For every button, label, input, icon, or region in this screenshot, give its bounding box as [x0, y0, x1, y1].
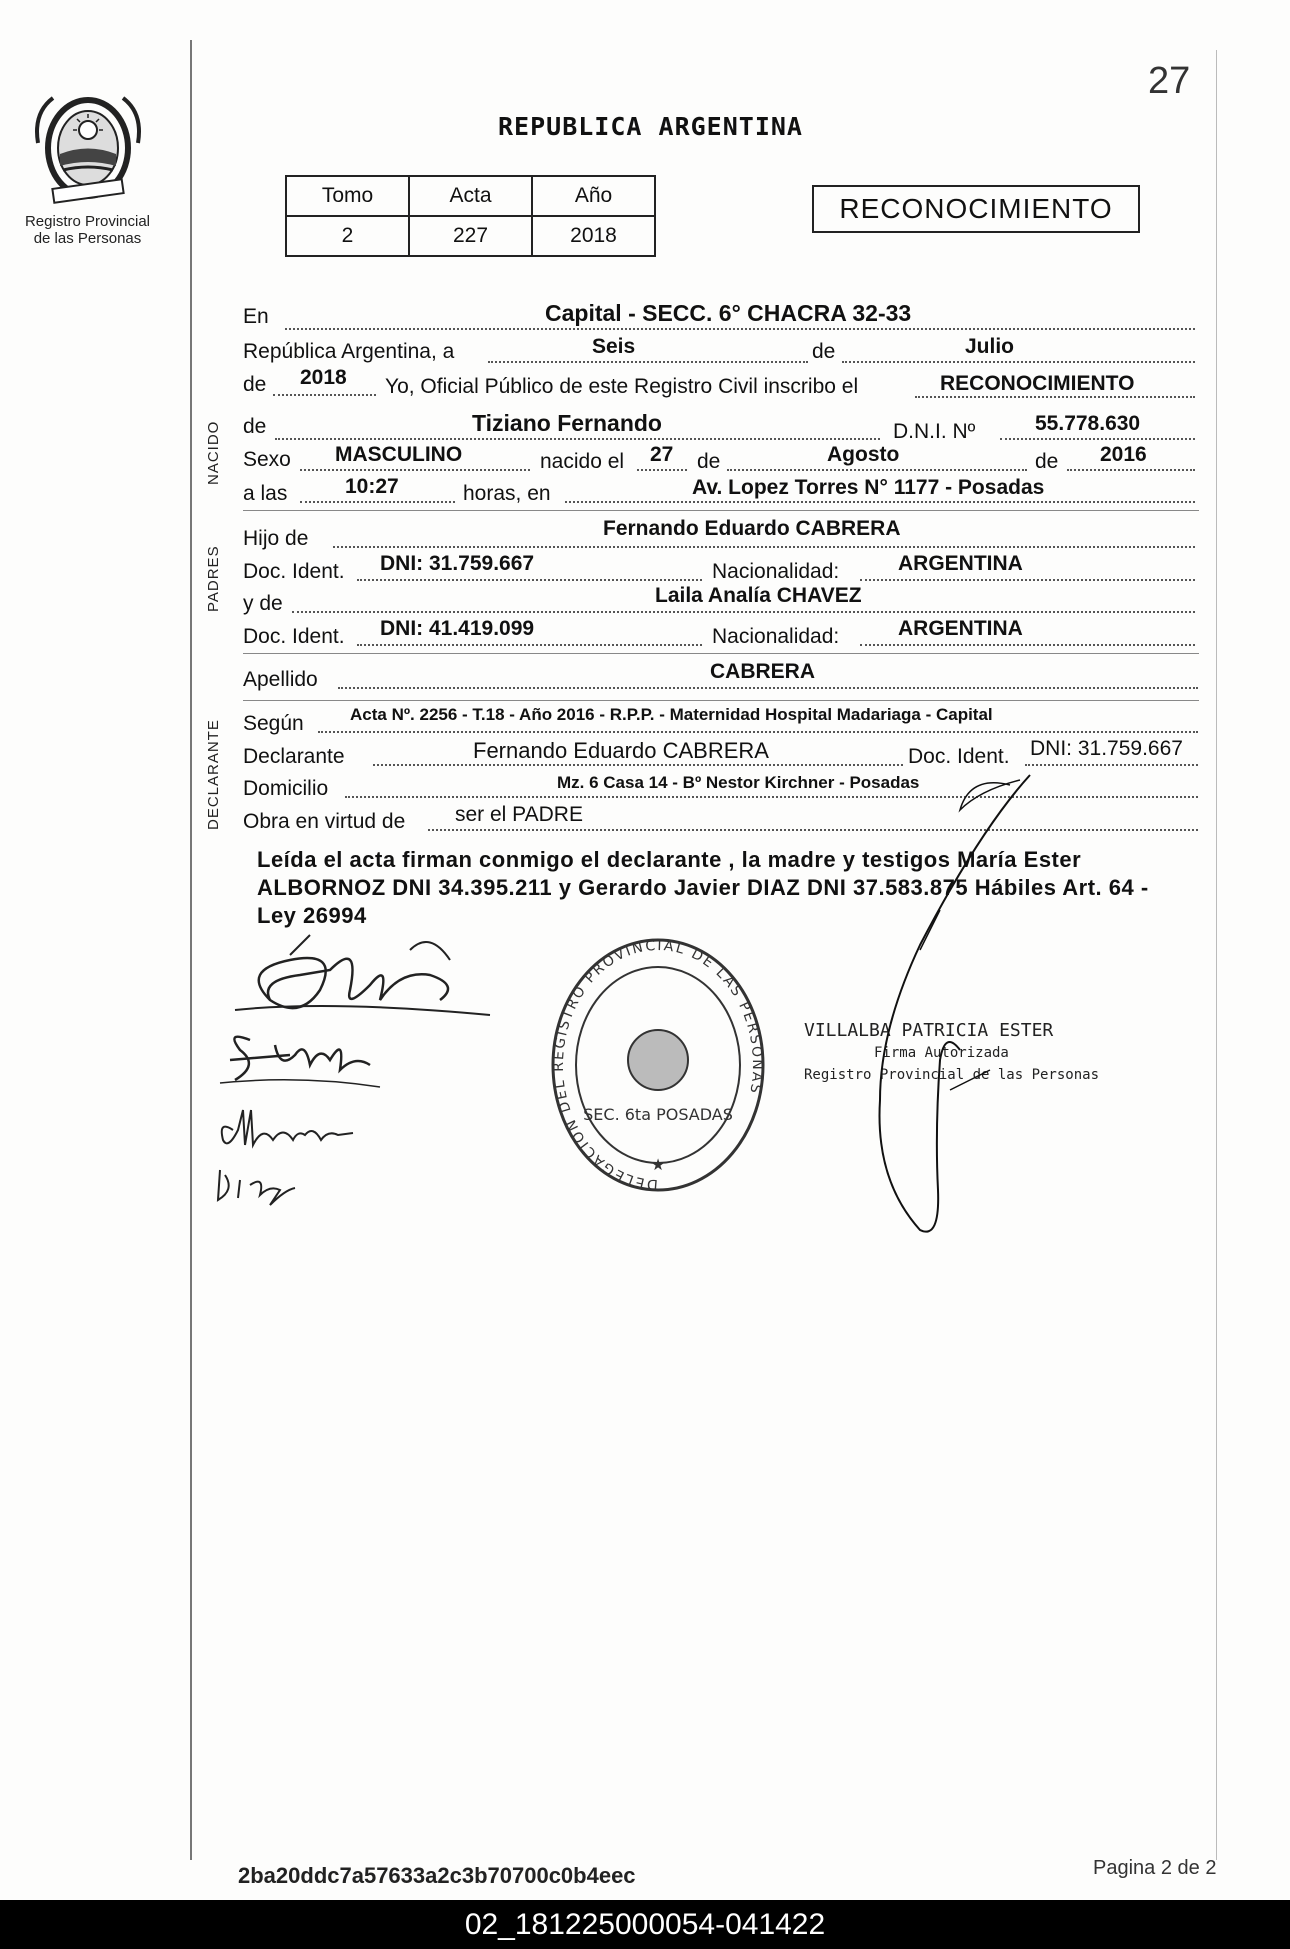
file-id-footer: 02_181225000054-041422: [0, 1900, 1290, 1949]
label-nacionalidad-padre: Nacionalidad:: [712, 560, 840, 583]
value-madre-doc: DNI: 41.419.099: [380, 617, 535, 640]
value-lugar: Capital - SECC. 6° CHACRA 32-33: [545, 300, 912, 326]
dots-lugar-nac: [565, 500, 1195, 503]
closing-statement: Leída el acta firman conmigo el declarante , la madre y testigos María Ester ALBORNOZ DNI 34.395.211 y Gerardo Javier DIAZ DNI 37.583.875 Hábiles Art. 64 - Ley 26994: [257, 847, 1149, 928]
value-lugar-nac: Av. Lopez Torres N° 1177 - Posadas: [692, 476, 1045, 499]
dots-dia: [488, 360, 808, 363]
value-nac-dia: 27: [650, 443, 674, 466]
section-divider-1: [243, 510, 1199, 511]
value-nac-mes: Agosto: [827, 443, 900, 466]
header-acta: Acta: [409, 176, 532, 216]
label-segun: Según: [243, 712, 304, 735]
label-de-anio: de: [243, 373, 267, 396]
dots-nac-anio: [1067, 468, 1195, 471]
label-de-mes: de: [812, 340, 836, 363]
value-dia: Seis: [592, 335, 636, 358]
value-declarante: Fernando Eduardo CABRERA: [473, 738, 769, 763]
value-nombre: Tiziano Fernando: [472, 410, 662, 436]
document-title: REPUBLICA ARGENTINA: [498, 112, 803, 141]
label-sexo: Sexo: [243, 448, 291, 471]
section-divider-3: [243, 700, 1199, 701]
section-divider-2: [243, 653, 1199, 654]
page-number: 27: [1148, 60, 1191, 102]
value-madre: Laila Analía CHAVEZ: [655, 584, 862, 607]
logo-caption-line1: Registro Provincial: [24, 213, 151, 230]
dots-obra: [428, 828, 1198, 831]
value-hora: 10:27: [345, 475, 399, 498]
side-label-padres: PADRES: [205, 545, 222, 612]
label-doc-ident-declarante: Doc. Ident.: [908, 745, 1010, 768]
value-tomo: 2: [286, 216, 409, 256]
value-anio: 2018: [300, 366, 347, 389]
value-segun: Acta Nº. 2256 - T.18 - Año 2016 - R.P.P. - Maternidad Hospital Madariaga - Capital: [350, 705, 993, 724]
dots-apellido: [338, 686, 1198, 689]
label-de-nombre: de: [243, 415, 267, 438]
dots-en: [285, 327, 1195, 330]
record-reference-table: [285, 175, 656, 257]
label-domicilio: Domicilio: [243, 777, 329, 800]
value-dni: 55.778.630: [1035, 412, 1141, 435]
value-obra: ser el PADRE: [455, 803, 583, 826]
dots-declarante-doc: [1025, 763, 1198, 766]
dots-padre: [333, 545, 1195, 548]
dots-madre-doc: [357, 643, 702, 646]
dots-nombre: [275, 437, 880, 440]
left-margin-line: [190, 40, 192, 1860]
value-domicilio: Mz. 6 Casa 14 - Bº Nestor Kirchner - Posadas: [557, 773, 920, 792]
label-y-de: y de: [243, 592, 283, 615]
label-doc-ident-padre: Doc. Ident.: [243, 560, 345, 583]
witness-diaz-signature: [210, 1160, 300, 1210]
dots-madre: [292, 610, 1195, 613]
header-anio: Año: [532, 176, 655, 216]
value-nac-anio: 2016: [1100, 443, 1147, 466]
record-type-box: RECONOCIMIENTO: [812, 185, 1140, 233]
value-mes: Julio: [965, 335, 1015, 358]
misiones-shield-icon: [33, 88, 143, 208]
label-en: En: [243, 305, 269, 328]
dots-nac-mes: [727, 468, 1027, 471]
official-name: VILLALBA PATRICIA ESTER: [804, 1020, 1054, 1041]
witness-albornoz-signature: [213, 1105, 363, 1155]
value-sexo: MASCULINO: [335, 443, 463, 466]
dots-anio: [273, 393, 376, 396]
dots-hora: [300, 500, 455, 503]
document-hash: 2ba20ddc7a57633a2c3b70700c0b4eec: [238, 1863, 636, 1888]
stamp-star-icon: ★: [650, 1157, 666, 1174]
label-apellido: Apellido: [243, 668, 318, 691]
mother-signature: [220, 1025, 390, 1095]
registry-stamp: [548, 935, 768, 1205]
side-label-declarante: DECLARANTE: [205, 719, 222, 830]
label-declarante: Declarante: [243, 745, 345, 768]
value-declarante-doc: DNI: 31.759.667: [1030, 737, 1183, 760]
value-padre-doc: DNI: 31.759.667: [380, 552, 535, 575]
label-doc-ident-madre: Doc. Ident.: [243, 625, 345, 648]
value-madre-nac: ARGENTINA: [898, 617, 1023, 640]
value-padre: Fernando Eduardo CABRERA: [603, 517, 901, 540]
dots-sexo: [300, 468, 530, 471]
logo-caption-line2: de las Personas: [33, 230, 142, 247]
label-nacionalidad-madre: Nacionalidad:: [712, 625, 840, 648]
value-acta: 227: [409, 216, 532, 256]
label-hijo-de: Hijo de: [243, 527, 309, 550]
official-role: Firma Autorizada: [874, 1045, 1009, 1061]
registry-logo: [20, 88, 155, 247]
side-label-nacido: NACIDO: [205, 420, 222, 485]
official-signature-stroke: [860, 770, 1060, 1240]
dots-mes: [842, 360, 1195, 363]
dots-domicilio: [345, 795, 1198, 798]
dots-nac-dia: [637, 468, 687, 471]
value-padre-nac: ARGENTINA: [898, 552, 1023, 575]
label-a-las: a las: [243, 482, 288, 505]
label-yo: Yo, Oficial Público de este Registro Civil inscribo el: [385, 375, 859, 398]
dots-padre-doc: [357, 578, 702, 581]
header-tomo: Tomo: [286, 176, 409, 216]
dots-segun: [318, 730, 1198, 733]
value-tipo: RECONOCIMIENTO: [940, 372, 1135, 395]
dots-madre-nac: [860, 643, 1195, 646]
label-obra: Obra en virtud de: [243, 810, 406, 833]
page-of-indicator: Pagina 2 de 2: [1093, 1857, 1217, 1879]
dots-dni: [1000, 437, 1195, 440]
label-nacido-el: nacido el: [540, 450, 625, 473]
label-de-nac-anio: de: [1035, 450, 1059, 473]
label-dni: D.N.I. Nº: [893, 420, 976, 443]
label-de-nac-mes: de: [697, 450, 721, 473]
value-anio: 2018: [532, 216, 655, 256]
label-republica: República Argentina, a: [243, 340, 455, 363]
official-org: Registro Provincial de las Personas: [804, 1067, 1100, 1083]
value-apellido: CABRERA: [710, 660, 815, 683]
right-margin-line: [1216, 50, 1217, 1860]
stamp-inner-text: SEC. 6ta POSADAS: [583, 1105, 733, 1124]
stamp-ring-text: DELEGACION DEL REGISTRO PROVINCIAL DE LAS PERSONAS: [550, 937, 766, 1193]
dots-padre-nac: [860, 578, 1195, 581]
label-horas-en: horas, en: [463, 482, 551, 505]
